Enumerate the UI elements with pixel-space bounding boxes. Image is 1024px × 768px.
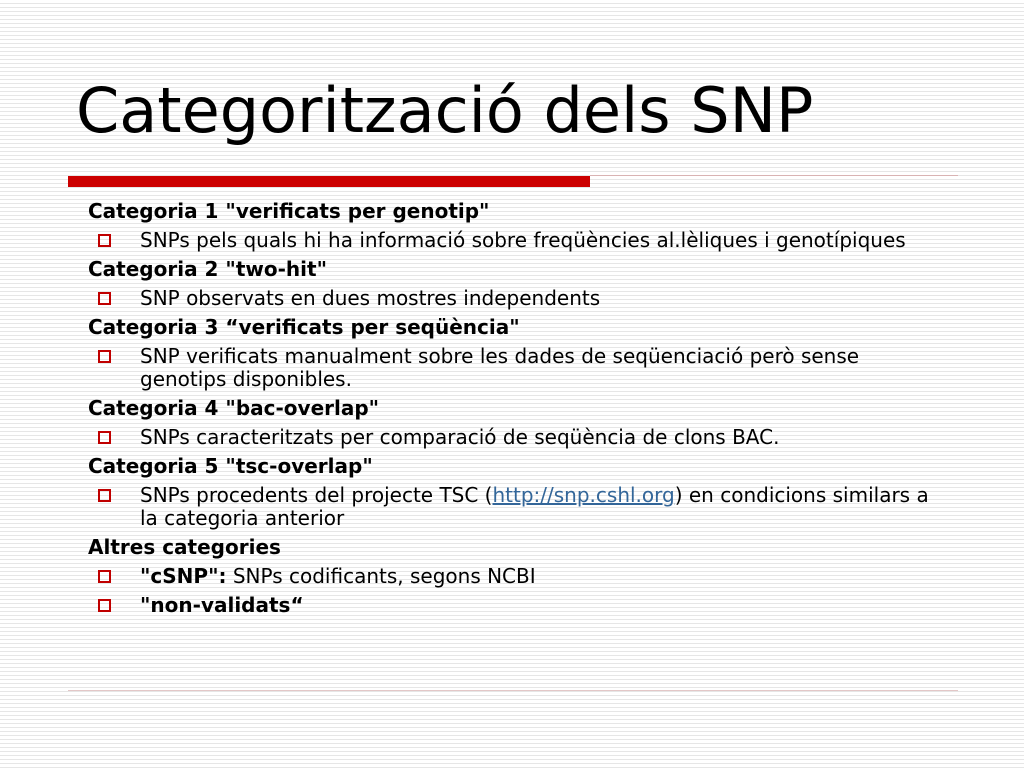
csnp-text: SNPs codificants, segons NCBI: [226, 564, 536, 588]
other-categories-heading: Altres categories: [88, 535, 281, 559]
csnp-description: [140, 564, 536, 588]
list-item: [88, 594, 948, 617]
list-item: [88, 287, 948, 310]
category-1-heading: Categoria 1 "verificats per genotip": [88, 199, 490, 223]
square-bullet-icon: [98, 350, 111, 363]
category-2-description: SNP observats en dues mostres independents: [140, 286, 601, 310]
category-3-heading: Categoria 3 “verificats per seqüència": [88, 315, 520, 339]
title-divider-line: [590, 175, 958, 176]
list-item: [88, 565, 948, 588]
category-4-description: SNPs caracteritzats per comparació de seqüència de clons BAC.: [140, 425, 780, 449]
square-bullet-icon: [98, 431, 111, 444]
non-validated-label: "non-validats“: [140, 593, 304, 617]
category-3-description: SNP verificats manualment sobre les dades de seqüenciació però sense genotips disponibles.: [140, 344, 860, 391]
category-5-text-before: SNPs procedents del projecte TSC (: [140, 483, 493, 507]
square-bullet-icon: [98, 599, 111, 612]
square-bullet-icon: [98, 489, 111, 502]
square-bullet-icon: [98, 292, 111, 305]
category-5-text-after: ) en condicions similars a la categoria anterior: [140, 483, 929, 530]
category-4-heading: Categoria 4 "bac-overlap": [88, 396, 380, 420]
list-item: [88, 229, 948, 252]
title-accent-bar: [68, 176, 590, 187]
footer-divider-line: [68, 690, 958, 691]
category-1-description: SNPs pels quals hi ha informació sobre freqüències al.lèliques i genotípiques: [140, 228, 906, 252]
tsc-link[interactable]: http://snp.cshl.org: [492, 483, 675, 507]
csnp-label: "cSNP":: [140, 564, 227, 588]
square-bullet-icon: [98, 234, 111, 247]
category-5-description: [140, 483, 929, 530]
square-bullet-icon: [98, 570, 111, 583]
slide-title: Categorització dels SNP: [76, 74, 814, 147]
category-2-heading: Categoria 2 "two-hit": [88, 257, 327, 281]
list-item: [88, 426, 948, 449]
category-5-heading: Categoria 5 "tsc-overlap": [88, 454, 373, 478]
list-item: [88, 345, 948, 391]
slide-content: [88, 200, 948, 623]
list-item: [88, 484, 948, 530]
